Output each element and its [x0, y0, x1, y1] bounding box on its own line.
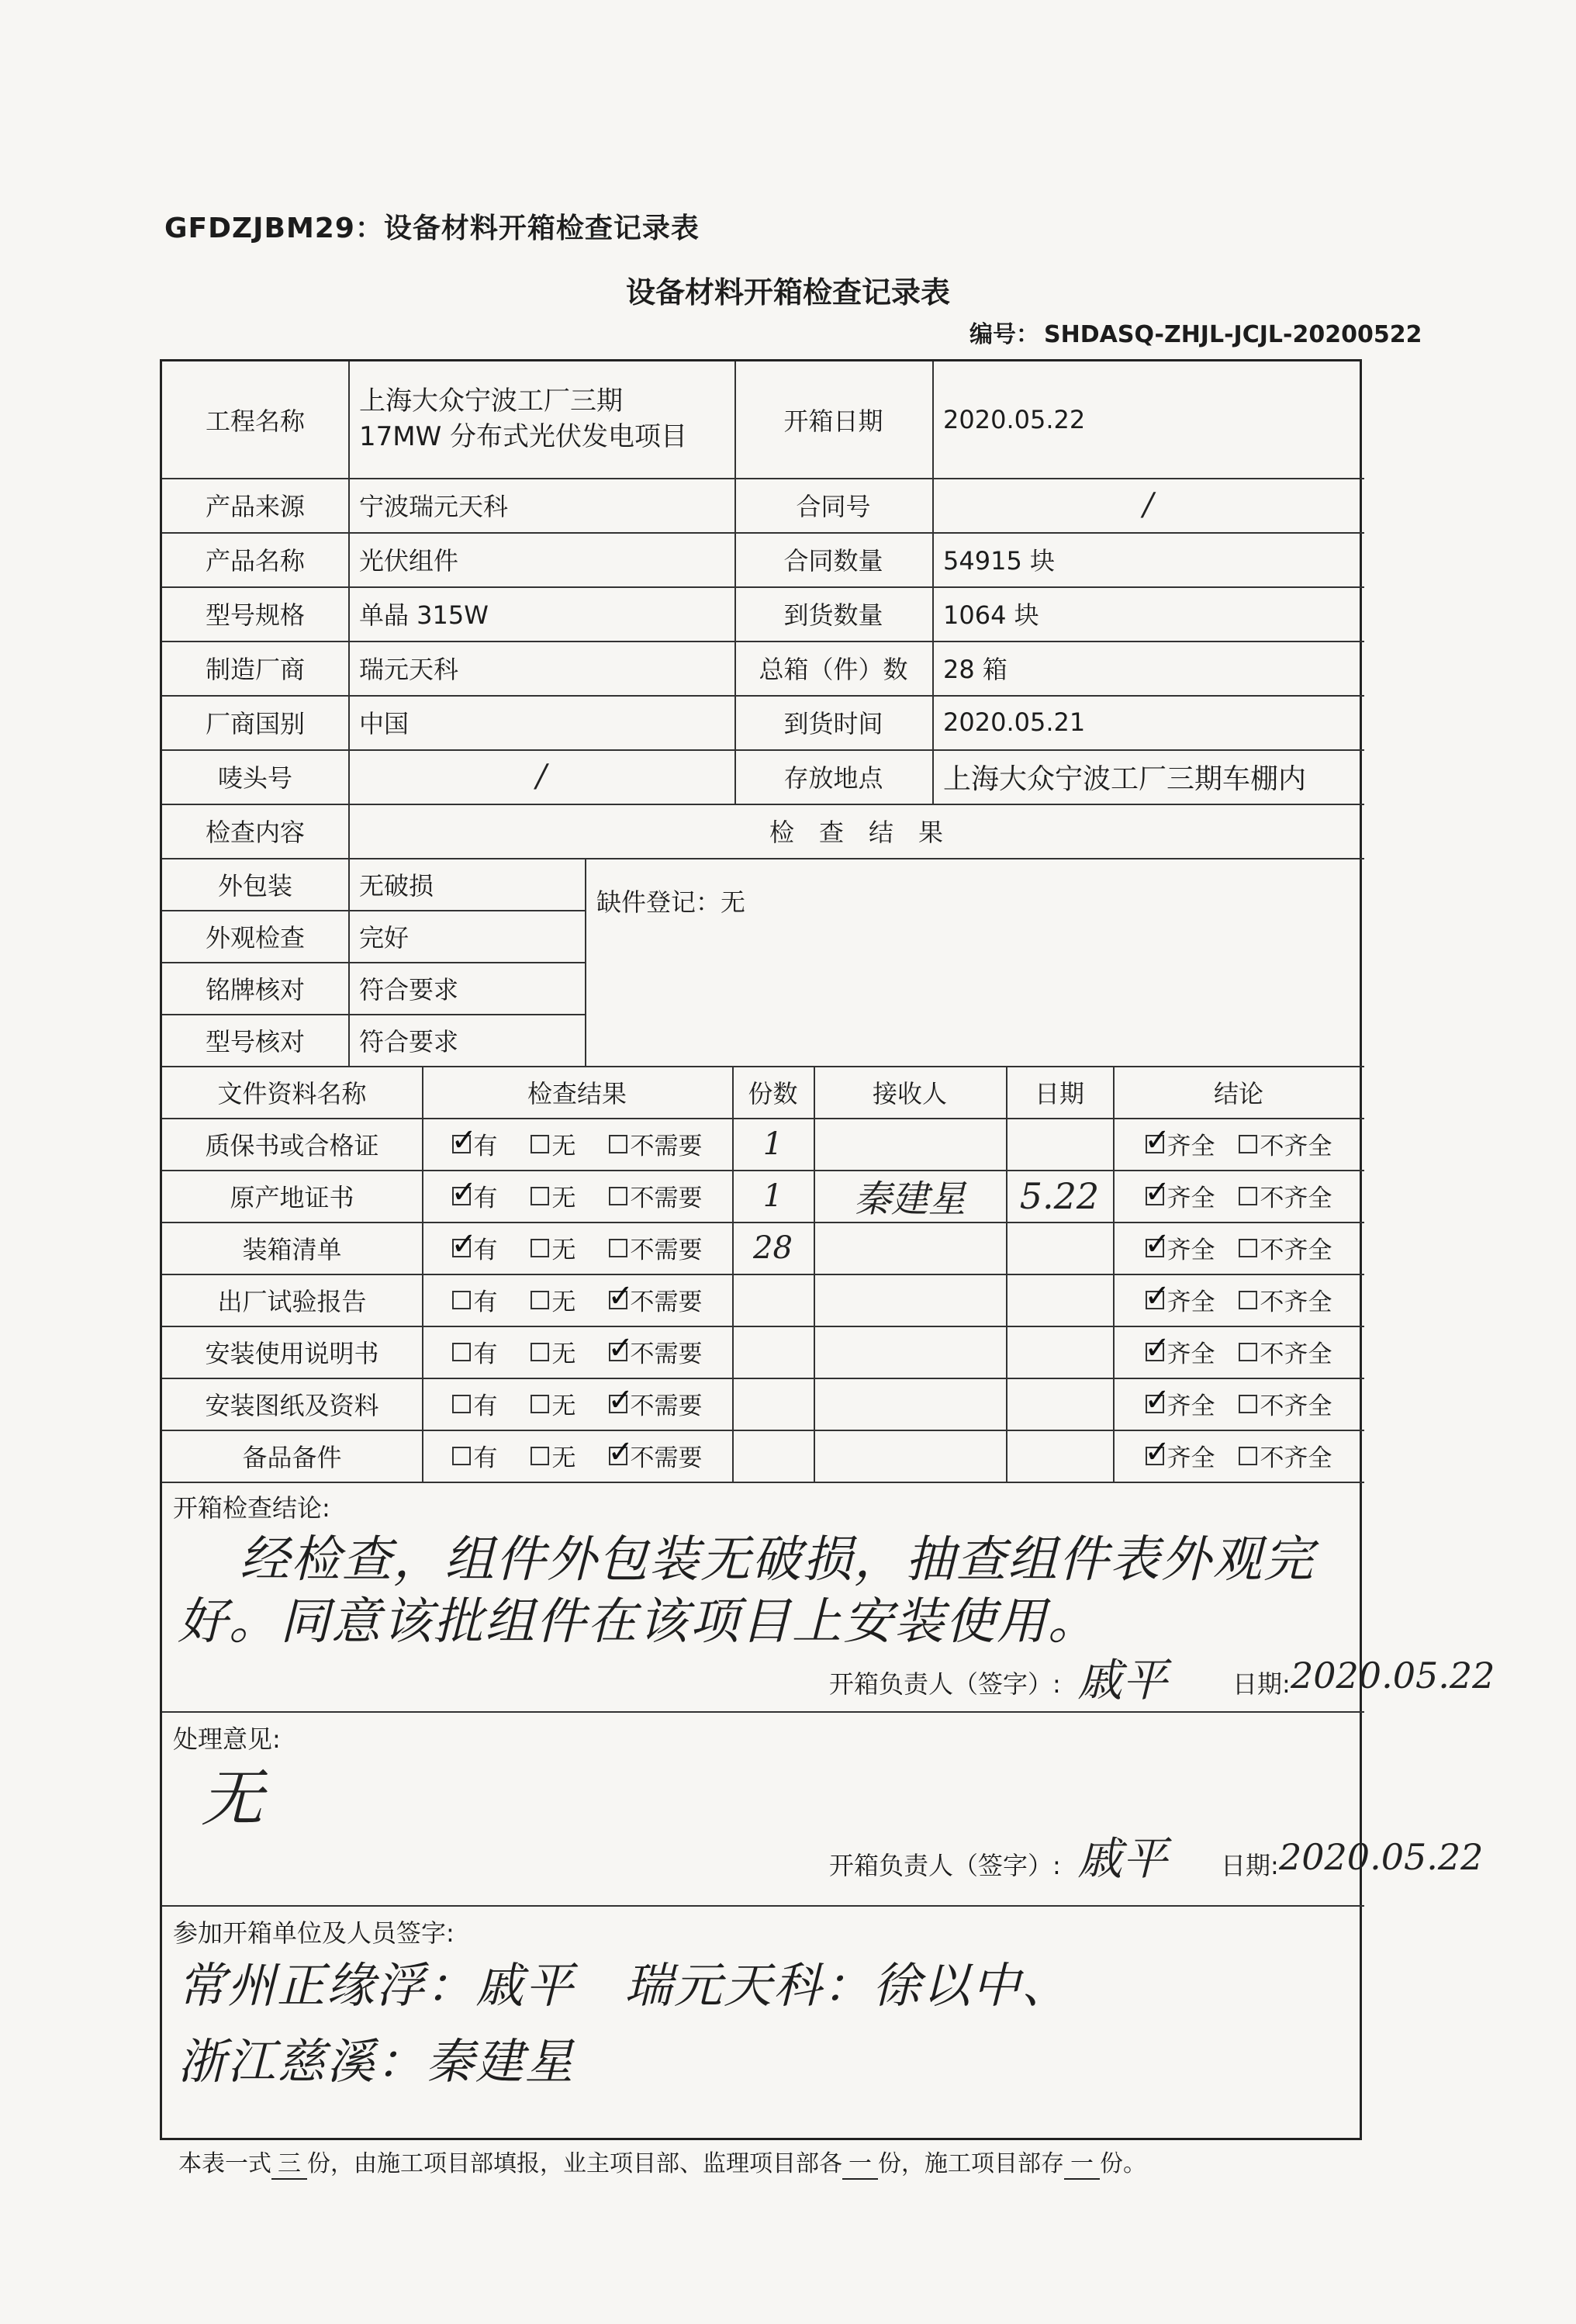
arrival-qty-value: 1064 块 [943, 600, 1039, 630]
conclusion-option[interactable] [1239, 1386, 1332, 1421]
footer-text-1: 本表一式 [178, 2150, 271, 2177]
result-option-label: 无 [551, 1444, 576, 1472]
project-name-value [348, 361, 745, 478]
contract-qty-label: 合同数量 [783, 546, 883, 576]
conclusion-option-label: 齐全 [1166, 1236, 1215, 1264]
product-name-value: 光伏组件 [359, 546, 459, 576]
country-value: 中国 [359, 709, 410, 738]
footer-blank-2: 一 [842, 2144, 878, 2180]
checked-box-icon[interactable] [1146, 1447, 1164, 1465]
receiver-signature: 秦建星 [853, 1178, 966, 1221]
doc-row-name: 出厂试验报告 [217, 1286, 367, 1316]
mark-value: / [536, 759, 547, 794]
conclusion-option-label: 不齐全 [1260, 1236, 1332, 1264]
doc-row-name: 备品备件 [242, 1442, 342, 1472]
model-value: 单晶 315W [359, 600, 489, 630]
opinion-signature: 戚平 [1077, 1832, 1168, 1885]
result-option[interactable] [452, 1230, 498, 1265]
result-option-label: 不需要 [630, 1340, 703, 1368]
result-option[interactable] [531, 1230, 576, 1265]
conclusion-option[interactable] [1146, 1386, 1215, 1421]
checked-box-icon[interactable] [1146, 1135, 1164, 1153]
maker-value: 瑞元天科 [359, 655, 459, 684]
result-option-label: 有 [473, 1184, 498, 1212]
empty-box-icon[interactable] [531, 1187, 549, 1205]
conclusion-option-label: 不齐全 [1260, 1392, 1332, 1420]
checked-box-icon[interactable] [1146, 1239, 1164, 1257]
inspection-result-header: 检 查 结 果 [769, 818, 943, 847]
participants-line2: 浙江慈溪：秦建星 [178, 2032, 575, 2090]
opinion-label: 处理意见: [173, 1724, 281, 1754]
result-option-label: 不需要 [630, 1133, 703, 1160]
doc-row-copies [732, 1274, 814, 1326]
result-option-label: 无 [551, 1133, 576, 1160]
doc-row-conclusion [1113, 1118, 1364, 1170]
footer-text-3: 份，施工项目部存 [878, 2150, 1064, 2177]
conclusion-option[interactable] [1146, 1282, 1215, 1317]
opinion-date: 2020.05.22 [1279, 1836, 1484, 1878]
result-option-label: 无 [551, 1236, 576, 1264]
participants-label: 参加开箱单位及人员签字: [173, 1918, 454, 1948]
country-label: 厂商国别 [205, 709, 305, 738]
empty-box-icon[interactable] [452, 1395, 471, 1413]
inspection-item-value: 无破损 [359, 870, 434, 901]
result-option[interactable] [609, 1126, 703, 1161]
empty-box-icon[interactable] [1239, 1187, 1257, 1205]
mark-label: 唛头号 [217, 763, 292, 793]
empty-box-icon[interactable] [609, 1187, 627, 1205]
inspection-item-value: 符合要求 [359, 974, 459, 1005]
result-option[interactable] [531, 1334, 576, 1369]
conclusion-date: 2020.05.22 [1291, 1655, 1495, 1696]
contract-qty-value: 54915 块 [943, 546, 1055, 576]
conclusion-date-label: 日期: [1232, 1669, 1291, 1699]
empty-box-icon[interactable] [452, 1291, 471, 1309]
checked-box-icon[interactable] [1146, 1343, 1164, 1361]
result-option[interactable] [609, 1230, 703, 1265]
inspection-item-value: 完好 [359, 922, 410, 953]
project-name-label: 工程名称 [205, 406, 305, 436]
docs-header-date: 日期 [1034, 1078, 1084, 1108]
empty-box-icon[interactable] [531, 1239, 549, 1257]
participants-line1: 常州正缘浮：戚平 瑞元天科：徐以中、 [178, 1957, 1072, 2014]
empty-box-icon[interactable] [1239, 1135, 1257, 1153]
docs-header-name: 文件资料名称 [217, 1078, 367, 1108]
result-option-label: 有 [473, 1444, 498, 1472]
conclusion-option-label: 齐全 [1166, 1288, 1215, 1316]
empty-box-icon[interactable] [531, 1135, 549, 1153]
result-option[interactable] [531, 1438, 576, 1473]
box-count-value: 28 箱 [943, 655, 1007, 684]
doc-row-name: 原产地证书 [230, 1182, 354, 1212]
empty-box-icon[interactable] [452, 1447, 471, 1465]
conclusion-option[interactable] [1239, 1282, 1332, 1317]
maker-label: 制造厂商 [205, 655, 305, 684]
conclusion-option-label: 齐全 [1166, 1184, 1215, 1212]
doc-row-conclusion [1113, 1170, 1364, 1222]
result-option-label: 有 [473, 1392, 498, 1420]
empty-box-icon[interactable] [609, 1239, 627, 1257]
doc-row-result [422, 1378, 732, 1430]
doc-row-result [422, 1118, 732, 1170]
conclusion-option[interactable] [1239, 1438, 1332, 1473]
empty-box-icon[interactable] [609, 1135, 627, 1153]
project-name-line1: 上海大众宁波工厂三期 [359, 386, 623, 417]
doc-row-result [422, 1326, 732, 1378]
doc-row-conclusion [1113, 1222, 1364, 1274]
conclusion-option[interactable] [1146, 1334, 1215, 1369]
result-option-label: 不需要 [630, 1444, 703, 1472]
doc-row-conclusion [1113, 1326, 1364, 1378]
page-title: 设备材料开箱检查记录表 [625, 275, 950, 310]
product-name-label: 产品名称 [205, 546, 305, 576]
doc-row-result [422, 1430, 732, 1482]
contract-no-value: / [1142, 487, 1154, 523]
conclusion-option-label: 不齐全 [1260, 1444, 1332, 1472]
conclusion-option-label: 不齐全 [1260, 1288, 1332, 1316]
inspection-form-table [160, 359, 1495, 2140]
docs-header-result: 检查结果 [527, 1078, 627, 1108]
result-option[interactable] [452, 1334, 498, 1369]
contract-no-label: 合同号 [796, 492, 871, 521]
conclusion-option[interactable] [1146, 1230, 1215, 1265]
conclusion-option[interactable] [1239, 1178, 1332, 1213]
conclusion-option-label: 齐全 [1166, 1444, 1215, 1472]
serial-value: SHDASQ-ZHJL-JCJL-20200522 [1044, 321, 1422, 348]
footer-text-2: 份，由施工项目部填报，业主项目部、监理项目部各 [307, 2150, 842, 2177]
checked-box-icon[interactable] [609, 1395, 627, 1413]
doc-row-conclusion [1113, 1430, 1364, 1482]
empty-box-icon[interactable] [1239, 1447, 1257, 1465]
source-label: 产品来源 [205, 492, 305, 521]
serial-number [969, 315, 1422, 349]
doc-row-copies [732, 1430, 814, 1482]
empty-box-icon[interactable] [1239, 1291, 1257, 1309]
checked-box-icon[interactable] [452, 1135, 471, 1153]
result-option[interactable] [452, 1386, 498, 1421]
conclusion-option[interactable] [1146, 1438, 1215, 1473]
doc-row-copies: 1 [762, 1126, 783, 1162]
footer-blank-3: 一 [1064, 2144, 1100, 2180]
doc-row-result [422, 1222, 732, 1274]
doc-row-name: 装箱清单 [242, 1234, 342, 1264]
result-option-label: 不需要 [630, 1184, 703, 1212]
result-option[interactable] [609, 1438, 703, 1473]
doc-row-name: 安装图纸及资料 [205, 1390, 379, 1420]
footer-note [178, 2144, 1146, 2180]
empty-box-icon[interactable] [1239, 1343, 1257, 1361]
open-date-label: 开箱日期 [783, 406, 883, 436]
conclusion-label: 开箱检查结论: [173, 1493, 330, 1523]
conclusion-sign-label: 开箱负责人（签字）: [829, 1669, 1061, 1699]
empty-box-icon[interactable] [531, 1447, 549, 1465]
conclusion-option[interactable] [1146, 1178, 1215, 1213]
box-count-label: 总箱（件）数 [759, 655, 908, 684]
opinion-date-label: 日期: [1221, 1851, 1279, 1880]
result-option[interactable] [531, 1126, 576, 1161]
footer-text-4: 份。 [1100, 2150, 1146, 2177]
result-option[interactable] [609, 1282, 703, 1317]
storage-label: 存放地点 [783, 763, 883, 793]
result-option[interactable] [609, 1178, 703, 1213]
conclusion-option-label: 齐全 [1166, 1392, 1215, 1420]
result-option[interactable] [452, 1178, 498, 1213]
conclusion-option[interactable] [1146, 1126, 1215, 1161]
empty-box-icon[interactable] [452, 1343, 471, 1361]
conclusion-line2: 好。同意该批组件在该项目上安装使用。 [178, 1593, 1099, 1651]
arrival-qty-label: 到货数量 [783, 600, 883, 630]
serial-label: 编号： [969, 321, 1039, 348]
result-option-label: 有 [473, 1236, 498, 1264]
checked-box-icon[interactable] [609, 1447, 627, 1465]
empty-box-icon[interactable] [531, 1291, 549, 1309]
result-option-label: 不需要 [630, 1236, 703, 1264]
receive-date: 5.22 [1019, 1174, 1100, 1217]
conclusion-option-label: 不齐全 [1260, 1340, 1332, 1368]
opinion-sign-label: 开箱负责人（签字）: [829, 1851, 1061, 1880]
result-option-label: 无 [551, 1184, 576, 1212]
checked-box-icon[interactable] [609, 1343, 627, 1361]
doc-row-conclusion [1113, 1378, 1364, 1430]
doc-row-result [422, 1170, 732, 1222]
inspection-item-label: 外包装 [217, 870, 292, 901]
inspection-item-value: 符合要求 [359, 1026, 459, 1057]
conclusion-option[interactable] [1239, 1126, 1332, 1161]
conclusion-text [178, 1529, 1357, 1653]
checked-box-icon[interactable] [1146, 1187, 1164, 1205]
checked-box-icon[interactable] [609, 1291, 627, 1309]
footer-blank-1: 三 [271, 2144, 307, 2180]
doc-row-conclusion [1113, 1274, 1364, 1326]
empty-box-icon[interactable] [531, 1343, 549, 1361]
doc-row-copies [732, 1326, 814, 1378]
storage-value: 上海大众宁波工厂三期车棚内 [943, 763, 1307, 795]
empty-box-icon[interactable] [1239, 1239, 1257, 1257]
result-option-label: 有 [473, 1133, 498, 1160]
conclusion-option-label: 不齐全 [1260, 1133, 1332, 1160]
arrival-time-value: 2020.05.21 [943, 707, 1086, 737]
source-value: 宁波瑞元天科 [359, 492, 509, 521]
result-option-label: 无 [551, 1288, 576, 1316]
result-option[interactable] [531, 1282, 576, 1317]
arrival-time-label: 到货时间 [783, 709, 883, 738]
result-option[interactable] [452, 1282, 498, 1317]
conclusion-signature: 戚平 [1077, 1654, 1168, 1707]
open-date-value: 2020.05.22 [943, 405, 1086, 434]
result-option[interactable] [609, 1386, 703, 1421]
empty-box-icon[interactable] [531, 1395, 549, 1413]
conclusion-line1: 经检查，组件外包装无破损，抽查组件表外观完 [240, 1531, 1315, 1589]
result-option[interactable] [452, 1126, 498, 1161]
missing-parts-note: 缺件登记：无 [596, 887, 746, 917]
checked-box-icon[interactable] [452, 1239, 471, 1257]
doc-row-result [422, 1274, 732, 1326]
inspection-item-label: 铭牌核对 [205, 974, 305, 1005]
result-option[interactable] [609, 1334, 703, 1369]
docs-header-conclusion: 结论 [1213, 1078, 1263, 1108]
participants-signatures [178, 1956, 1341, 2091]
checked-box-icon[interactable] [1146, 1395, 1164, 1413]
inspection-item-label: 型号核对 [205, 1026, 305, 1057]
conclusion-option-label: 齐全 [1166, 1340, 1215, 1368]
doc-row-copies: 1 [762, 1178, 783, 1214]
checked-box-icon[interactable] [452, 1187, 471, 1205]
empty-box-icon[interactable] [1239, 1395, 1257, 1413]
doc-row-name: 质保书或合格证 [205, 1130, 379, 1160]
result-option[interactable] [531, 1178, 576, 1213]
docs-header-copies: 份数 [748, 1078, 798, 1108]
result-option-label: 无 [551, 1340, 576, 1368]
inspection-content-label: 检查内容 [205, 818, 305, 847]
result-option[interactable] [531, 1386, 576, 1421]
conclusion-option-label: 齐全 [1166, 1133, 1215, 1160]
result-option-label: 不需要 [630, 1392, 703, 1420]
conclusion-option-label: 不齐全 [1260, 1184, 1332, 1212]
model-label: 型号规格 [205, 600, 305, 630]
result-option-label: 不需要 [630, 1288, 703, 1316]
checked-box-icon[interactable] [1146, 1291, 1164, 1309]
conclusion-option[interactable] [1239, 1230, 1332, 1265]
project-name-line2: 17MW 分布式光伏发电项目 [359, 421, 688, 452]
result-option-label: 有 [473, 1288, 498, 1316]
doc-row-name: 安装使用说明书 [205, 1338, 379, 1368]
opinion-text: 无 [201, 1762, 263, 1835]
doc-row-copies: 28 [753, 1229, 793, 1266]
document-code: GFDZJBM29：设备材料开箱检查记录表 [164, 213, 700, 244]
doc-row-copies [732, 1378, 814, 1430]
result-option[interactable] [452, 1438, 498, 1473]
inspection-item-label: 外观检查 [205, 922, 305, 953]
conclusion-option[interactable] [1239, 1334, 1332, 1369]
result-option-label: 无 [551, 1392, 576, 1420]
docs-header-receiver: 接收人 [872, 1078, 947, 1108]
result-option-label: 有 [473, 1340, 498, 1368]
